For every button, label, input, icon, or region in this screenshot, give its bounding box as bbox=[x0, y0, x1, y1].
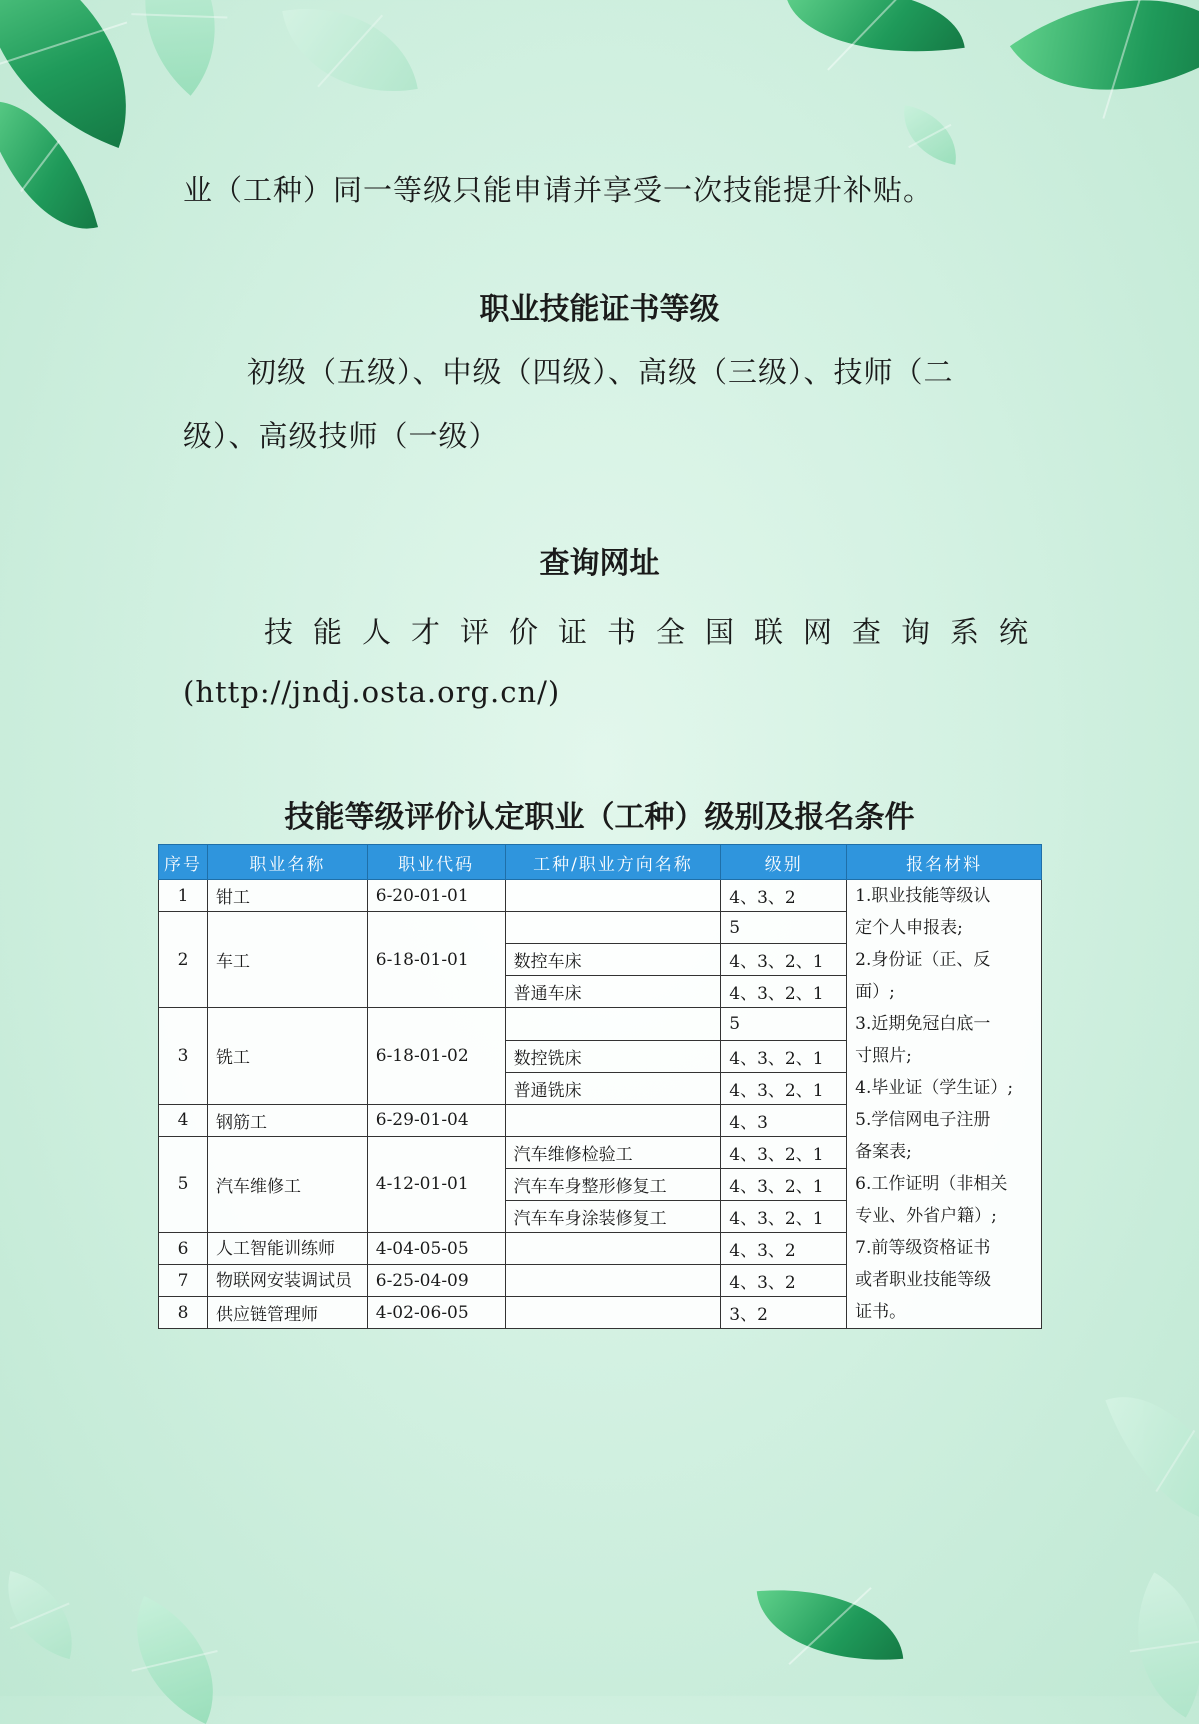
cell-level: 4、3、2 bbox=[721, 880, 847, 912]
cell-no: 5 bbox=[159, 1136, 208, 1232]
material-line: 或者职业技能等级 bbox=[855, 1270, 992, 1290]
material-line: 3.近期免冠白底一 bbox=[855, 1014, 991, 1034]
cell-no: 6 bbox=[159, 1233, 208, 1265]
material-line: 6.工作证明（非相关 bbox=[855, 1174, 1008, 1194]
material-line: 7.前等级资格证书 bbox=[855, 1238, 991, 1258]
cell-level: 4、3、2、1 bbox=[721, 1136, 847, 1168]
material-line: 面）; bbox=[855, 982, 895, 1002]
cell-direction bbox=[505, 1233, 721, 1265]
query-url[interactable]: (http://jndj.osta.org.cn/) bbox=[183, 675, 561, 709]
header-code: 职业代码 bbox=[367, 845, 505, 880]
material-line: 2.身份证（正、反 bbox=[855, 950, 991, 970]
section-heading-query: 查询网址 bbox=[539, 546, 660, 581]
cell-direction: 数控铣床 bbox=[505, 1040, 721, 1072]
leaf-decoration bbox=[0, 1571, 88, 1659]
header-materials: 报名材料 bbox=[847, 845, 1042, 880]
query-line-1: 技能人才评价证书全国联网查询系统 bbox=[264, 615, 1049, 649]
cell-name: 车工 bbox=[207, 912, 367, 1008]
table-title: 技能等级评价认定职业（工种）级别及报名条件 bbox=[284, 800, 915, 835]
cell-level: 5 bbox=[721, 912, 847, 944]
paragraph-top: 业（工种）同一等级只能申请并享受一次技能提升补贴。 bbox=[183, 173, 934, 207]
cell-name: 钢筋工 bbox=[207, 1104, 367, 1136]
material-line: 寸照片; bbox=[855, 1046, 912, 1066]
cell-no: 3 bbox=[159, 1008, 208, 1104]
section-heading-levels: 职业技能证书等级 bbox=[479, 292, 720, 327]
cell-level: 4、3、2、1 bbox=[721, 1169, 847, 1201]
leaf-decoration bbox=[896, 105, 964, 165]
cell-direction: 汽车维修检验工 bbox=[505, 1136, 721, 1168]
cell-level: 4、3、2、1 bbox=[721, 976, 847, 1008]
cell-name: 钳工 bbox=[207, 880, 367, 912]
material-line: 1.职业技能等级认 bbox=[855, 886, 991, 906]
cell-level: 4、3、2、1 bbox=[721, 944, 847, 976]
cell-level: 4、3、2、1 bbox=[721, 1072, 847, 1104]
cell-level: 5 bbox=[721, 1008, 847, 1040]
header-direction: 工种/职业方向名称 bbox=[505, 845, 721, 880]
header-name: 职业名称 bbox=[207, 845, 367, 880]
cell-name: 铣工 bbox=[207, 1008, 367, 1104]
material-line: 备案表; bbox=[855, 1142, 912, 1162]
material-line: 定个人申报表; bbox=[855, 918, 963, 938]
cell-no: 8 bbox=[159, 1297, 208, 1329]
table-header-row bbox=[159, 845, 1042, 880]
levels-line-1: 初级（五级）、中级（四级）、高级（三级）、技师（二 bbox=[247, 355, 954, 389]
leaf-decoration bbox=[1105, 1369, 1199, 1550]
cell-code: 4-12-01-01 bbox=[367, 1136, 505, 1232]
occupation-table bbox=[158, 844, 1042, 1329]
cell-level: 4、3、2 bbox=[721, 1265, 847, 1297]
material-line: 证书。 bbox=[855, 1302, 907, 1322]
cell-code: 6-18-01-01 bbox=[367, 912, 505, 1008]
cell-direction: 汽车车身整形修复工 bbox=[505, 1169, 721, 1201]
cell-level: 3、2 bbox=[721, 1297, 847, 1329]
cell-materials bbox=[847, 880, 1042, 1329]
cell-level: 4、3、2、1 bbox=[721, 1201, 847, 1233]
cell-direction: 数控车床 bbox=[505, 944, 721, 976]
cell-name: 汽车维修工 bbox=[207, 1136, 367, 1232]
cell-code: 4-04-05-05 bbox=[367, 1233, 505, 1265]
leaf-decoration bbox=[757, 1579, 903, 1671]
cell-direction bbox=[505, 1104, 721, 1136]
cell-no: 1 bbox=[159, 880, 208, 912]
leaf-decoration bbox=[785, 0, 964, 71]
cell-no: 7 bbox=[159, 1265, 208, 1297]
cell-direction: 普通车床 bbox=[505, 976, 721, 1008]
cell-code: 6-29-01-04 bbox=[367, 1104, 505, 1136]
cell-code: 6-20-01-01 bbox=[367, 880, 505, 912]
leaf-decoration bbox=[106, 1596, 244, 1724]
cell-direction bbox=[505, 1265, 721, 1297]
cell-direction bbox=[505, 912, 721, 944]
cell-direction: 普通铣床 bbox=[505, 1072, 721, 1104]
cell-no: 2 bbox=[159, 912, 208, 1008]
leaf-decoration bbox=[1010, 0, 1199, 153]
material-line: 4.毕业证（学生证）; bbox=[855, 1078, 1014, 1098]
header-level: 级别 bbox=[721, 845, 847, 880]
cell-direction: 汽车车身涂装修复工 bbox=[505, 1201, 721, 1233]
cell-no: 4 bbox=[159, 1104, 208, 1136]
material-line: 5.学信网电子注册 bbox=[855, 1110, 991, 1130]
cell-code: 6-25-04-09 bbox=[367, 1265, 505, 1297]
cell-direction bbox=[505, 880, 721, 912]
material-line: 专业、外省户籍）; bbox=[855, 1206, 997, 1226]
cell-level: 4、3、2、1 bbox=[721, 1040, 847, 1072]
cell-level: 4、3、2 bbox=[721, 1233, 847, 1265]
cell-direction bbox=[505, 1297, 721, 1329]
cell-name: 物联网安装调试员 bbox=[207, 1265, 367, 1297]
cell-direction bbox=[505, 1008, 721, 1040]
cell-name: 供应链管理师 bbox=[207, 1297, 367, 1329]
table-row bbox=[159, 880, 1042, 912]
cell-code: 4-02-06-05 bbox=[367, 1297, 505, 1329]
cell-code: 6-18-01-02 bbox=[367, 1008, 505, 1104]
cell-level: 4、3 bbox=[721, 1104, 847, 1136]
header-no: 序号 bbox=[159, 845, 208, 880]
leaf-decoration bbox=[282, 0, 418, 110]
levels-line-2: 级）、高级技师（一级） bbox=[183, 419, 499, 453]
cell-name: 人工智能训练师 bbox=[207, 1233, 367, 1265]
